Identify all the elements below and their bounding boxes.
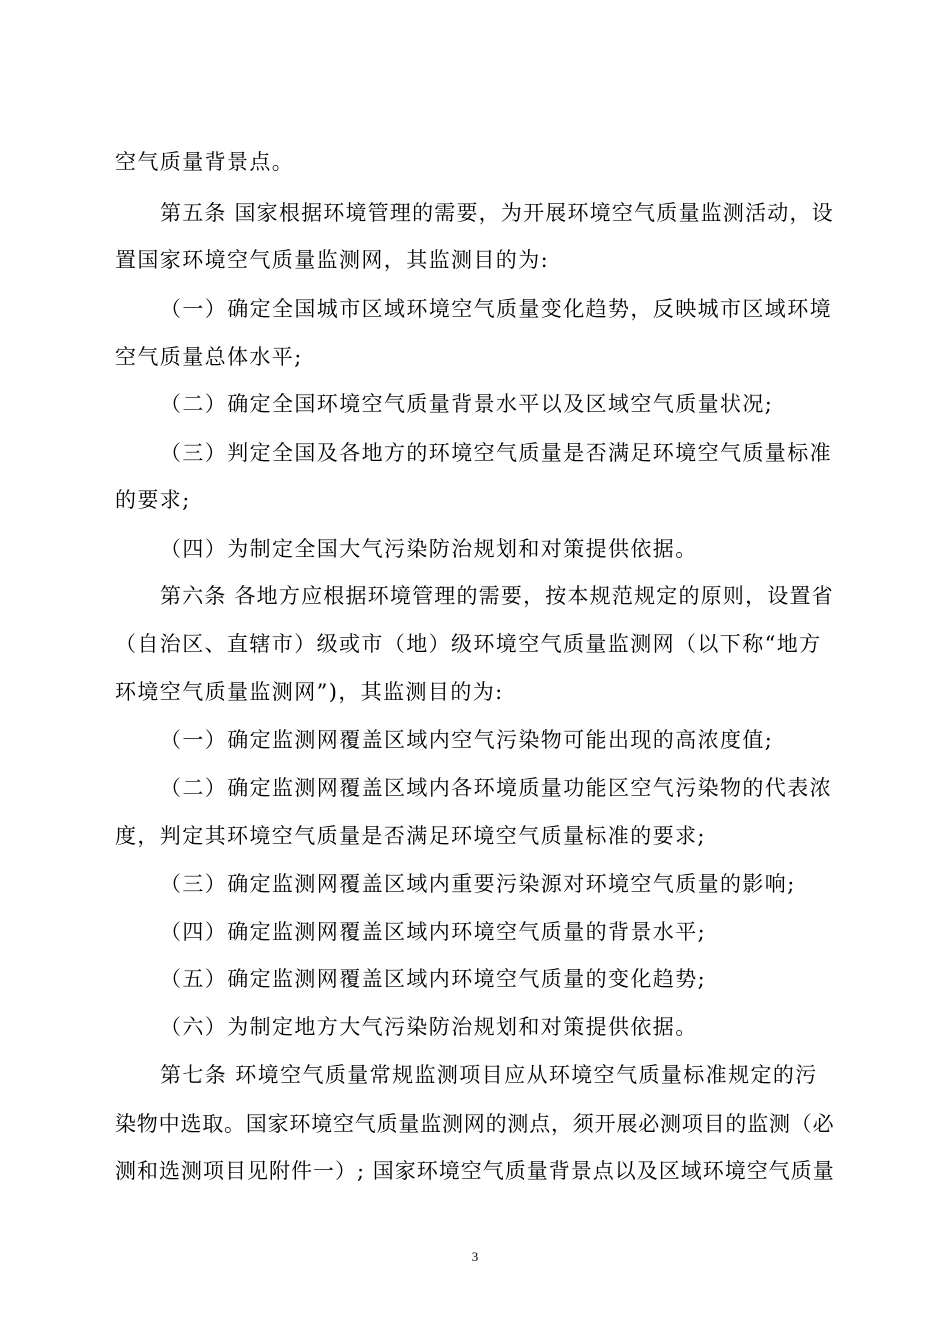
- text-line: 空气质量背景点。: [115, 150, 295, 174]
- list-item: （三）确定监测网覆盖区域内重要污染源对环境空气质量的影响;: [160, 872, 796, 896]
- text-line: 环境空气质量监测网”)，其监测目的为:: [115, 680, 504, 704]
- list-item: （一）确定监测网覆盖区域内空气污染物可能出现的高浓度值;: [160, 728, 774, 752]
- text-line: 置国家环境空气质量监测网，其监测目的为:: [115, 248, 550, 272]
- list-item: （六）为制定地方大气污染防治规划和对策提供依据。: [160, 1015, 698, 1039]
- text-line: 度，判定其环境空气质量是否满足环境空气质量标准的要求;: [115, 824, 706, 848]
- page-number: 3: [471, 1249, 479, 1264]
- list-item: （四）为制定全国大气污染防治规划和对策提供依据。: [160, 537, 698, 561]
- list-item: （二）确定监测网覆盖区域内各环境质量功能区空气污染物的代表浓: [160, 776, 832, 800]
- list-item: （三）判定全国及各地方的环境空气质量是否满足环境空气质量标准: [160, 441, 832, 465]
- list-item: （二）确定全国环境空气质量背景水平以及区域空气质量状况;: [160, 392, 774, 416]
- text-line: 测和选测项目见附件一）; 国家环境空气质量背景点以及区域环境空气质量: [115, 1159, 835, 1183]
- list-item: （一）确定全国城市区域环境空气质量变化趋势，反映城市区域环境: [160, 297, 832, 321]
- text-line: 染物中选取。国家环境空气质量监测网的测点，须开展必测项目的监测（必: [115, 1112, 835, 1136]
- list-item: （四）确定监测网覆盖区域内环境空气质量的背景水平;: [160, 920, 707, 944]
- article-7-line: 第七条 环境空气质量常规监测项目应从环境空气质量标准规定的污: [160, 1063, 818, 1087]
- text-line: （自治区、直辖市）级或市（地）级环境空气质量监测网（以下称“地方: [115, 632, 822, 656]
- article-5-line: 第五条 国家根据环境管理的需要，为开展环境空气质量监测活动，设: [160, 201, 834, 225]
- text-line: 空气质量总体水平;: [115, 345, 303, 369]
- text-line: 的要求;: [115, 488, 191, 512]
- article-6-line: 第六条 各地方应根据环境管理的需要，按本规范规定的原则，设置省: [160, 584, 834, 608]
- list-item: （五）确定监测网覆盖区域内环境空气质量的变化趋势;: [160, 967, 707, 991]
